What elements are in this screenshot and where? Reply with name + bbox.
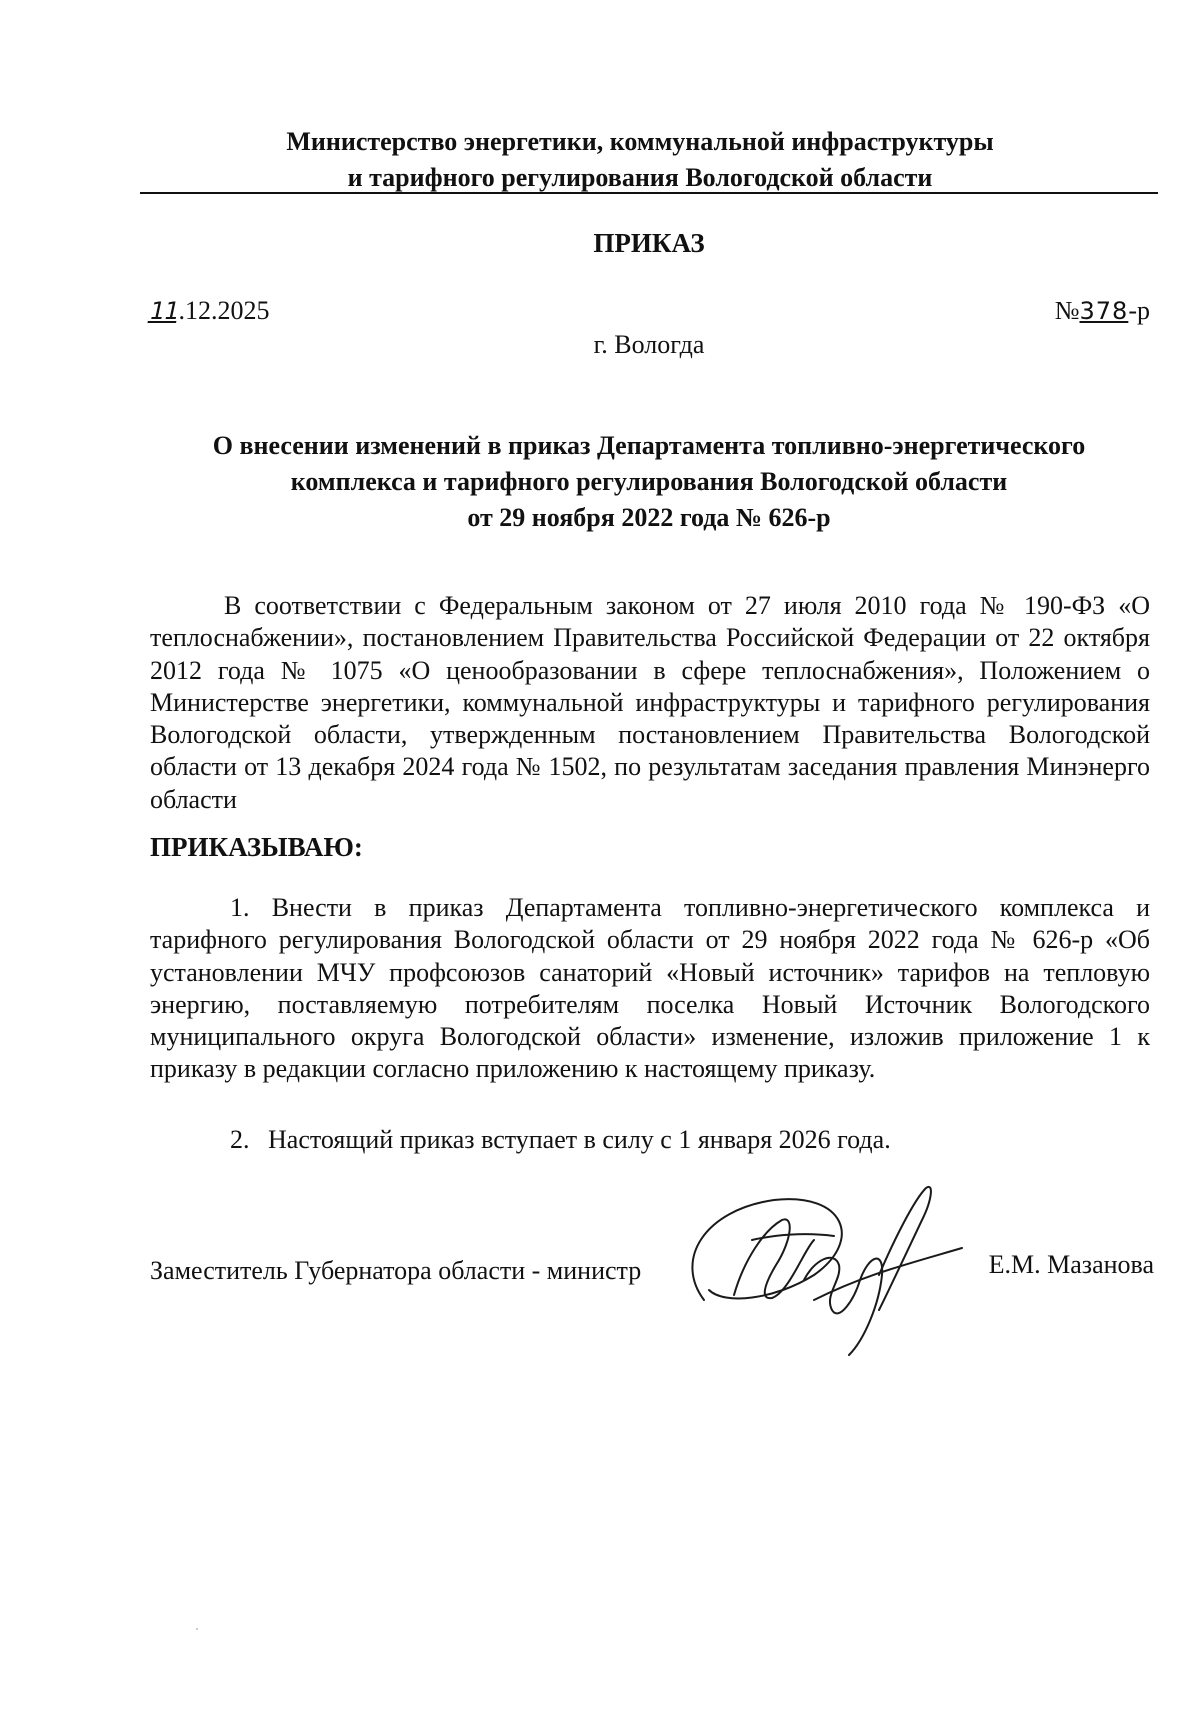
order-item-2-text: Настоящий приказ вступает в силу с 1 января 2026 года. [268, 1125, 891, 1154]
subject-heading [140, 428, 1158, 536]
date-rest: .12.2025 [178, 296, 270, 325]
number-value-handwritten: 378 [1079, 297, 1129, 325]
order-item-1: 1. Внести в приказ Департамента топливно-энергетического комплекса и тарифного регулирования Вологодской области от 29 ноября 2022 года № 626-р «Об установлении МЧУ профсоюзов санаторий «Новый источник» тарифов на тепловую энергию, поставляемую потребителям поселка Новый Источник Вологодского муниципального округа Вологодской области» изменение, изложив приложение 1 к приказу в редакции согласно приложению к настоящему приказу. [150, 893, 1150, 1084]
city: г. Вологда [593, 330, 705, 359]
number-suffix: -р [1128, 296, 1150, 325]
ministry-header [140, 124, 1140, 196]
date-day-handwritten: 11 [147, 297, 182, 325]
document-title: ПРИКАЗ [593, 228, 705, 258]
preamble-paragraph: В соответствии с Федеральным законом от 27 июля 2010 года № 190-ФЗ «О теплоснабжении», постановлением Правительства Российской Федерации от 22 октября 2012 года № 1075 «О ценообразовании в сфере теплоснабжения», Положением о Министерстве энергетики, коммунальной инфраструктуры и тарифного регулирования Вологодской области, утвержденным постановлением Правительства Вологодской области от 13 декабря 2024 года № 1502, по результатам заседания правления Минэнерго области [150, 591, 1150, 814]
number-prefix: № [1054, 296, 1080, 325]
document-number [1055, 296, 1150, 326]
scan-artifact [196, 1628, 198, 1630]
order-item-2 [230, 1124, 1150, 1156]
document-date [147, 296, 270, 326]
header-divider [140, 192, 1158, 194]
subject-line-3: от 29 ноября 2022 года № 626-р [467, 503, 831, 532]
ministry-line-2: и тарифного регулирования Вологодской области [347, 163, 933, 192]
order-word: ПРИКАЗЫВАЮ: [150, 832, 363, 862]
subject-line-2: комплекса и тарифного регулирования Вологодской области [290, 467, 1008, 496]
handwritten-signature-icon [664, 1180, 964, 1370]
order-item-2-number: 2. [230, 1125, 250, 1154]
signer-name: Е.М. Мазанова [988, 1250, 1154, 1279]
ministry-line-1: Министерство энергетики, коммунальной инфраструктуры [286, 127, 994, 156]
signer-title: Заместитель Губернатора области - министр [150, 1256, 642, 1285]
subject-line-1: О внесении изменений в приказ Департамента топливно-энергетического [212, 431, 1086, 460]
